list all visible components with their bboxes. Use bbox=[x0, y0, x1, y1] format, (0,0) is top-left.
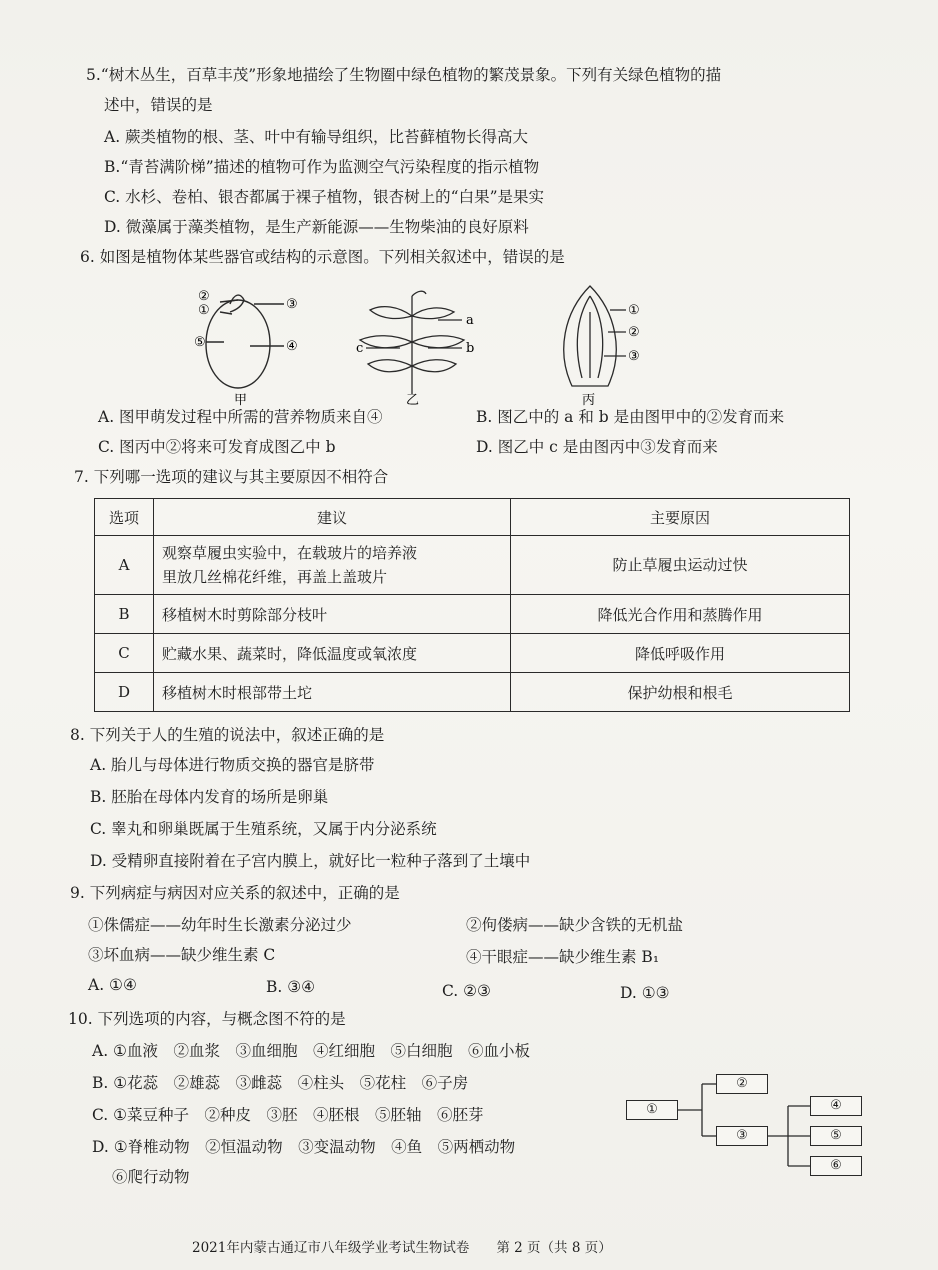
q9-option-b: B. ③④ bbox=[266, 978, 316, 996]
jia-caption: 甲 bbox=[234, 393, 248, 408]
q7-header-advice: 建议 bbox=[154, 499, 511, 536]
q9-stem: 9. 下列病症与病因对应关系的叙述中，正确的是 bbox=[70, 884, 400, 902]
q5-option-b: B.“青苔满阶梯”描述的植物可作为监测空气污染程度的指示植物 bbox=[104, 158, 540, 176]
q8-option-d: D. 受精卵直接附着在子宫内膜上，就好比一粒种子落到了土壤中 bbox=[90, 852, 531, 870]
q7-row-a-advice-line2: 里放几丝棉花纤维，再盖上盖玻片 bbox=[162, 568, 388, 586]
q5-stem-line1: 5.“树木丛生，百草丰茂”形象地描绘了生物圈中绿色植物的繁茂景象。下列有关绿色植物的描 bbox=[86, 66, 722, 84]
q7-row-a-advice-line1: 观察草履虫实验中，在载玻片的培养液 bbox=[162, 544, 418, 562]
q7-row-d-option: D bbox=[95, 673, 154, 712]
concept-box-2: ② bbox=[716, 1074, 768, 1094]
q5-option-a: A. 蕨类植物的根、茎、叶中有输导组织，比苔藓植物长得高大 bbox=[104, 128, 529, 146]
yi-caption: 乙 bbox=[406, 393, 420, 408]
q7-row-c-option: C bbox=[95, 634, 154, 673]
jia-label-1: ① bbox=[198, 303, 210, 318]
q10-option-d-line2: ⑥爬行动物 bbox=[112, 1168, 190, 1186]
q6-figures bbox=[180, 282, 650, 410]
q9-option-c: C. ②③ bbox=[442, 982, 491, 1000]
q8-stem: 8. 下列关于人的生殖的说法中，叙述正确的是 bbox=[70, 726, 385, 744]
jia-label-5: ⑤ bbox=[194, 335, 206, 350]
table-row bbox=[95, 673, 850, 712]
concept-box-4: ④ bbox=[810, 1096, 862, 1116]
q7-row-a-advice bbox=[154, 536, 511, 595]
bing-label-2: ② bbox=[628, 325, 640, 340]
table-row bbox=[95, 634, 850, 673]
q7-row-c-advice: 贮藏水果、蔬菜时，降低温度或氧浓度 bbox=[154, 634, 511, 673]
q7-row-d-reason: 保护幼根和根毛 bbox=[511, 673, 850, 712]
q7-table bbox=[94, 498, 850, 712]
q7-row-d-advice: 移植树木时根部带土坨 bbox=[154, 673, 511, 712]
q9-item-1: ①侏儒症——幼年时生长激素分泌过少 bbox=[88, 916, 352, 934]
q8-option-a: A. 胎儿与母体进行物质交换的器官是脐带 bbox=[90, 756, 375, 774]
q6-option-c: C. 图丙中②将来可发育成图乙中 b bbox=[98, 438, 336, 456]
table-row bbox=[95, 536, 850, 595]
seed-diagram-jia bbox=[206, 295, 284, 388]
q7-row-b-advice: 移植树木时剪除部分枝叶 bbox=[154, 595, 511, 634]
q7-header-reason: 主要原因 bbox=[511, 499, 850, 536]
bing-label-1: ① bbox=[628, 303, 640, 318]
concept-box-3: ③ bbox=[716, 1126, 768, 1146]
q10-stem: 10. 下列选项的内容，与概念图不符的是 bbox=[68, 1010, 346, 1028]
q8-option-c: C. 睾丸和卵巢既属于生殖系统，又属于内分泌系统 bbox=[90, 820, 437, 838]
concept-box-5: ⑤ bbox=[810, 1126, 862, 1146]
bing-label-3: ③ bbox=[628, 349, 640, 364]
q7-row-c-reason: 降低呼吸作用 bbox=[511, 634, 850, 673]
q10-option-c: C. ①菜豆种子 ②种皮 ③胚 ④胚根 ⑤胚轴 ⑥胚芽 bbox=[92, 1106, 484, 1124]
q7-header-option: 选项 bbox=[95, 499, 154, 536]
q7-row-a-reason: 防止草履虫运动过快 bbox=[511, 536, 850, 595]
q10-option-b: B. ①花蕊 ②雄蕊 ③雌蕊 ④柱头 ⑤花柱 ⑥子房 bbox=[92, 1074, 469, 1092]
q5-option-d: D. 微藻属于藻类植物，是生产新能源——生物柴油的良好原料 bbox=[104, 218, 529, 236]
q10-option-a: A. ①血液 ②血浆 ③血细胞 ④红细胞 ⑤白细胞 ⑥血小板 bbox=[92, 1042, 530, 1060]
q9-item-4: ④干眼症——缺少维生素 B₁ bbox=[466, 948, 660, 966]
q7-row-a-option: A bbox=[95, 536, 154, 595]
q5-option-c: C. 水杉、卷柏、银杏都属于裸子植物，银杏树上的“白果”是果实 bbox=[104, 188, 545, 206]
q9-option-d: D. ①③ bbox=[620, 984, 670, 1002]
yi-label-b: b bbox=[466, 341, 475, 356]
jia-label-3: ③ bbox=[286, 297, 298, 312]
q7-row-b-option: B bbox=[95, 595, 154, 634]
page-footer: 2021年内蒙古通辽市八年级学业考试生物试卷 第 2 页（共 8 页） bbox=[192, 1240, 612, 1256]
jia-label-2: ② bbox=[198, 289, 210, 304]
q10-option-d-line1: D. ①脊椎动物 ②恒温动物 ③变温动物 ④鱼 ⑤两栖动物 bbox=[92, 1138, 516, 1156]
q6-option-d: D. 图乙中 c 是由图丙中③发育而来 bbox=[476, 438, 718, 456]
table-row bbox=[95, 595, 850, 634]
q6-stem: 6. 如图是植物体某些器官或结构的示意图。下列相关叙述中，错误的是 bbox=[80, 248, 565, 266]
q7-table-header bbox=[95, 499, 850, 536]
q9-item-2: ②佝偻病——缺少含铁的无机盐 bbox=[466, 916, 684, 934]
q6-option-b: B. 图乙中的 a 和 b 是由图甲中的②发育而来 bbox=[476, 408, 785, 426]
yi-label-a: a bbox=[466, 313, 474, 328]
q5-stem-line2: 述中，错误的是 bbox=[104, 96, 213, 114]
seedling-diagram-yi bbox=[360, 291, 464, 394]
q8-option-b: B. 胚胎在母体内发育的场所是卵巢 bbox=[90, 788, 329, 806]
yi-label-c: c bbox=[356, 341, 364, 356]
q7-stem: 7. 下列哪一选项的建议与其主要原因不相符合 bbox=[74, 468, 389, 486]
jia-label-4: ④ bbox=[286, 339, 298, 354]
q9-item-3: ③坏血病——缺少维生素 C bbox=[88, 946, 276, 964]
bud-diagram-bing bbox=[564, 286, 626, 386]
bing-caption: 丙 bbox=[582, 393, 596, 408]
q6-option-a: A. 图甲萌发过程中所需的营养物质来自④ bbox=[98, 408, 383, 426]
concept-box-6: ⑥ bbox=[810, 1156, 862, 1176]
q7-row-b-reason: 降低光合作用和蒸腾作用 bbox=[511, 595, 850, 634]
q9-option-a: A. ①④ bbox=[88, 976, 137, 994]
concept-box-1: ① bbox=[626, 1100, 678, 1120]
